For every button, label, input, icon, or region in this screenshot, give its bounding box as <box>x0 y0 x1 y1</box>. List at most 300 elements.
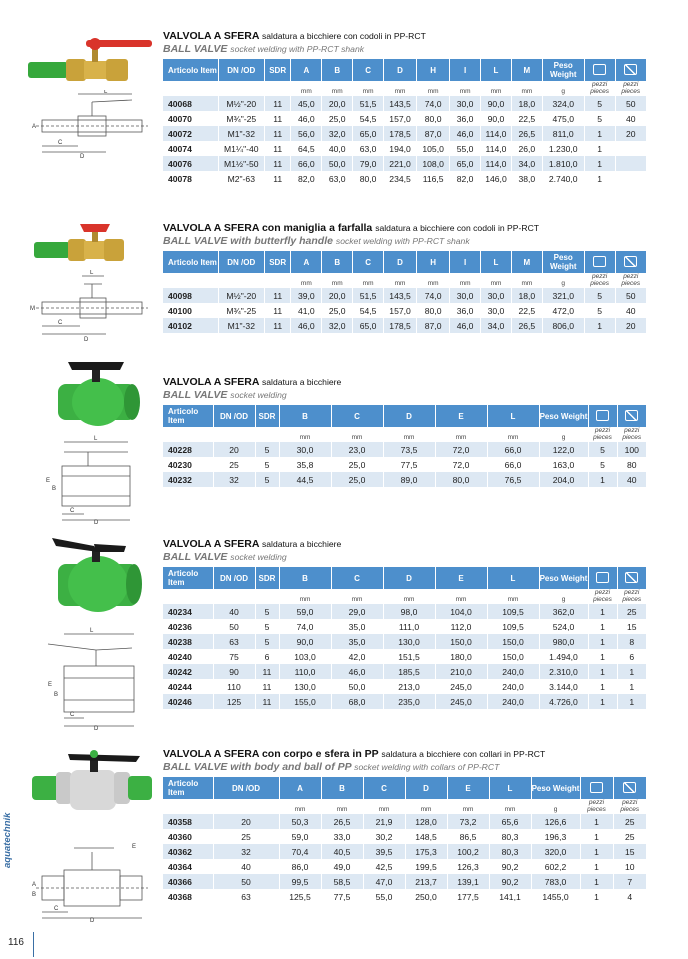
table-cell: 20,0 <box>322 96 353 111</box>
unit-label <box>264 81 290 96</box>
technical-drawing <box>28 626 156 730</box>
technical-drawing <box>28 270 156 342</box>
table-cell: 128,0 <box>405 814 447 829</box>
unit-label: g <box>542 81 584 96</box>
svg-text:C: C <box>70 508 75 514</box>
table-cell: 64,5 <box>291 141 322 156</box>
box-icon <box>596 572 609 583</box>
table-cell: 33,0 <box>321 829 363 844</box>
article-code: 40230 <box>163 457 213 472</box>
table-cell: 141,1 <box>489 889 531 904</box>
table-cell: 11 <box>255 679 279 694</box>
article-code: 40234 <box>163 604 213 619</box>
table-cell: 51,5 <box>353 96 384 111</box>
product-images <box>28 530 156 740</box>
units-row <box>163 799 646 814</box>
column-header: Peso Weight <box>542 59 584 81</box>
table-cell: 1 <box>584 156 615 171</box>
table-cell: 11 <box>264 318 290 333</box>
table-cell: 199,5 <box>405 859 447 874</box>
article-code: 40076 <box>163 156 218 171</box>
table-cell: 150,0 <box>487 649 539 664</box>
column-header: M <box>511 251 542 273</box>
unit-label: mm <box>417 273 450 288</box>
table-cell: 32,0 <box>322 126 353 141</box>
svg-text:A: A <box>32 882 37 888</box>
svg-text:C: C <box>54 906 59 912</box>
table-cell: 56,0 <box>291 126 322 141</box>
table-cell: 362,0 <box>539 604 588 619</box>
table-cell: 524,0 <box>539 619 588 634</box>
table-cell: 25 <box>613 829 646 844</box>
table-cell: 26,5 <box>511 126 542 141</box>
unit-label: mm <box>322 273 353 288</box>
table-cell: 35,0 <box>331 619 383 634</box>
table-cell: 86,0 <box>279 859 321 874</box>
svg-text:L: L <box>90 628 94 634</box>
table-cell: 41,0 <box>291 303 322 318</box>
table-cell: 34,0 <box>511 156 542 171</box>
table-cell: 114,0 <box>481 156 512 171</box>
column-header: C <box>363 777 405 799</box>
table-cell: 50,0 <box>322 156 353 171</box>
table-cell: 99,5 <box>279 874 321 889</box>
svg-text:E: E <box>46 478 51 484</box>
svg-text:C: C <box>58 320 63 326</box>
unit-label <box>163 81 218 96</box>
column-header: Articolo Item <box>163 777 213 799</box>
section-title-en: BALL VALVE socket welding with PP-RCT shank <box>163 43 365 55</box>
table-cell: 6 <box>617 649 646 664</box>
article-code: 40366 <box>163 874 213 889</box>
unit-label <box>163 427 213 442</box>
table-row <box>163 141 646 156</box>
table-cell: 175,3 <box>405 844 447 859</box>
unit-label: mm <box>353 81 384 96</box>
unit-label: mm <box>511 273 542 288</box>
table-cell: 109,5 <box>487 604 539 619</box>
unit-label: mm <box>383 427 435 442</box>
unit-label: mm <box>450 81 481 96</box>
dimensions-table <box>163 567 646 709</box>
table-cell: 1 <box>584 318 615 333</box>
table-cell: 980,0 <box>539 634 588 649</box>
table-cell: 40 <box>615 111 646 126</box>
table-cell: 2.740,0 <box>542 171 584 186</box>
table-row <box>163 472 646 487</box>
table-cell: 151,5 <box>383 649 435 664</box>
table-cell: 11 <box>264 171 290 186</box>
table-cell: 90,0 <box>279 634 331 649</box>
table-cell: 30,0 <box>279 442 331 457</box>
table-cell: 50 <box>213 619 255 634</box>
unit-label: g <box>542 273 584 288</box>
unit-label: mm <box>511 81 542 96</box>
unit-label: mm <box>405 799 447 814</box>
unit-label: g <box>539 427 588 442</box>
table-cell <box>615 171 646 186</box>
product-images <box>28 222 156 342</box>
column-header: Peso Weight <box>531 777 580 799</box>
table-cell: 1 <box>580 829 613 844</box>
table-cell: 77,5 <box>321 889 363 904</box>
table-cell: 111,0 <box>383 619 435 634</box>
table-cell: 30,0 <box>450 96 481 111</box>
unit-label: mm <box>383 589 435 604</box>
table-cell: 4.726,0 <box>539 694 588 709</box>
units-row <box>163 81 646 96</box>
table-cell: 58,5 <box>321 874 363 889</box>
table-cell: 51,5 <box>353 288 384 303</box>
svg-text:E: E <box>48 682 53 688</box>
svg-text:D: D <box>80 154 85 160</box>
table-cell: 74,0 <box>417 288 450 303</box>
table-cell: 90 <box>213 664 255 679</box>
table-cell: 602,2 <box>531 859 580 874</box>
box-icon <box>593 64 606 75</box>
unit-label: mm <box>331 427 383 442</box>
table-cell: 116,5 <box>417 171 450 186</box>
column-header: L <box>481 251 512 273</box>
package-icon <box>624 256 637 267</box>
table-row <box>163 844 646 859</box>
table-cell: 210,0 <box>435 664 487 679</box>
unit-label: mm <box>435 427 487 442</box>
table-cell: 26,5 <box>511 318 542 333</box>
table-cell: 32 <box>213 844 279 859</box>
table-cell: 47,0 <box>363 874 405 889</box>
table-row <box>163 859 646 874</box>
table-cell: 100 <box>617 442 646 457</box>
column-header: A <box>291 251 322 273</box>
table-cell: 54,5 <box>353 111 384 126</box>
unit-label: mm <box>447 799 489 814</box>
unit-label: mm <box>291 273 322 288</box>
unit-label: mm <box>321 799 363 814</box>
table-cell: 30,0 <box>481 303 512 318</box>
table-cell: 234,5 <box>384 171 417 186</box>
table-cell: 103,0 <box>279 649 331 664</box>
table-cell: 150,0 <box>487 634 539 649</box>
table-cell: 163,0 <box>539 457 588 472</box>
table-cell: 36,0 <box>450 303 481 318</box>
table-cell: 11 <box>264 96 290 111</box>
unit-label <box>255 589 279 604</box>
unit-label: mm <box>279 589 331 604</box>
table-header-row <box>163 777 646 799</box>
package-icon <box>615 251 646 273</box>
table-cell: 82,0 <box>291 171 322 186</box>
table-cell: 20 <box>213 442 255 457</box>
table-cell: 157,0 <box>384 111 417 126</box>
article-code: 40102 <box>163 318 218 333</box>
article-code: 40078 <box>163 171 218 186</box>
table-cell: 74,0 <box>417 96 450 111</box>
table-cell: 63,0 <box>322 171 353 186</box>
table-cell: 5 <box>255 604 279 619</box>
table-cell: 66,0 <box>291 156 322 171</box>
unit-label: mm <box>331 589 383 604</box>
table-cell: 125 <box>213 694 255 709</box>
table-cell: 5 <box>255 619 279 634</box>
column-header: B <box>279 405 331 427</box>
unit-label <box>255 427 279 442</box>
table-cell: 65,0 <box>353 126 384 141</box>
table-cell: 1 <box>588 679 617 694</box>
table-cell: 98,0 <box>383 604 435 619</box>
table-cell: 130,0 <box>383 634 435 649</box>
table-cell: 70,4 <box>279 844 321 859</box>
technical-drawing <box>28 432 156 524</box>
column-header: L <box>481 59 512 81</box>
article-code: 40072 <box>163 126 218 141</box>
dimensions-table <box>163 777 646 904</box>
table-cell: 77,5 <box>383 457 435 472</box>
dimensions-table <box>163 405 646 487</box>
table-row <box>163 619 646 634</box>
table-cell: 44,5 <box>279 472 331 487</box>
valve-photo <box>28 356 156 430</box>
table-cell: 5 <box>584 96 615 111</box>
table-cell: 185,5 <box>383 664 435 679</box>
table-cell: 11 <box>255 664 279 679</box>
product-images <box>28 30 156 210</box>
table-cell: 21,9 <box>363 814 405 829</box>
table-cell: 7 <box>613 874 646 889</box>
table-cell: 75 <box>213 649 255 664</box>
table-cell: 46,0 <box>291 318 322 333</box>
table-cell: 30,2 <box>363 829 405 844</box>
table-cell: 38,0 <box>511 171 542 186</box>
table-cell: 196,3 <box>531 829 580 844</box>
section-title-it: VALVOLA A SFERA saldatura a bicchiere con codoli in PP-RCT <box>163 30 426 42</box>
unit-label: pezzi pieces <box>580 799 613 814</box>
table-cell: 100,2 <box>447 844 489 859</box>
svg-text:D: D <box>90 918 95 922</box>
unit-label: pezzi pieces <box>584 81 615 96</box>
table-row <box>163 303 646 318</box>
table-cell: 39,0 <box>291 288 322 303</box>
package-icon <box>613 777 646 799</box>
table-cell: 240,0 <box>487 664 539 679</box>
table-cell: 1 <box>584 141 615 156</box>
table-cell: 18,0 <box>511 96 542 111</box>
svg-text:L: L <box>94 436 98 442</box>
dimensions-table <box>163 251 646 333</box>
table-cell: 157,0 <box>384 303 417 318</box>
brand-logo: aquatechnik <box>2 812 13 868</box>
table-row <box>163 156 646 171</box>
svg-text:A: A <box>32 124 37 130</box>
technical-drawing <box>28 838 156 922</box>
table-cell: 122,0 <box>539 442 588 457</box>
unit-label: mm <box>489 799 531 814</box>
column-header: SDR <box>264 59 290 81</box>
table-row <box>163 874 646 889</box>
column-header: DN /OD <box>213 567 255 589</box>
table-cell: 20,0 <box>322 288 353 303</box>
column-header: B <box>322 59 353 81</box>
article-code: 40244 <box>163 679 213 694</box>
table-cell: 80,0 <box>435 472 487 487</box>
section-title-it: VALVOLA A SFERA saldatura a bicchiere <box>163 538 342 550</box>
column-header: A <box>279 777 321 799</box>
article-code: 40074 <box>163 141 218 156</box>
table-cell: 36,0 <box>450 111 481 126</box>
table-cell: 811,0 <box>542 126 584 141</box>
table-cell: 194,0 <box>384 141 417 156</box>
article-code: 40228 <box>163 442 213 457</box>
column-header: L <box>487 405 539 427</box>
table-cell: 8 <box>617 634 646 649</box>
table-cell: M1"-32 <box>218 318 264 333</box>
table-row <box>163 664 646 679</box>
unit-label: mm <box>435 589 487 604</box>
table-cell: 3.144,0 <box>539 679 588 694</box>
table-cell: 1 <box>580 859 613 874</box>
table-cell: 10 <box>613 859 646 874</box>
table-row <box>163 604 646 619</box>
table-cell: 50 <box>213 874 279 889</box>
table-row <box>163 442 646 457</box>
table-cell: 11 <box>264 303 290 318</box>
table-cell: 73,5 <box>383 442 435 457</box>
svg-text:L: L <box>104 90 108 95</box>
column-header: L <box>487 567 539 589</box>
table-cell: 25,0 <box>322 111 353 126</box>
table-cell: 204,0 <box>539 472 588 487</box>
table-cell: 46,0 <box>291 111 322 126</box>
table-cell: 1.494,0 <box>539 649 588 664</box>
table-cell: 155,0 <box>279 694 331 709</box>
table-cell: 1 <box>588 619 617 634</box>
table-cell: 2.310,0 <box>539 664 588 679</box>
package-icon <box>623 782 636 793</box>
table-cell: 126,3 <box>447 859 489 874</box>
table-cell: 110,0 <box>279 664 331 679</box>
column-header: E <box>447 777 489 799</box>
product-images <box>28 356 156 526</box>
table-cell: 65,0 <box>450 156 481 171</box>
table-row <box>163 171 646 186</box>
unit-label: pezzi pieces <box>584 273 615 288</box>
unit-label <box>163 799 213 814</box>
valve-photo <box>28 532 156 616</box>
table-cell: 139,1 <box>447 874 489 889</box>
table-cell: 235,0 <box>383 694 435 709</box>
article-code: 40098 <box>163 288 218 303</box>
table-cell: 1 <box>588 634 617 649</box>
table-cell: 114,0 <box>481 141 512 156</box>
table-cell: 1 <box>580 844 613 859</box>
svg-text:D: D <box>94 726 99 730</box>
box-icon <box>590 782 603 793</box>
column-header: C <box>353 251 384 273</box>
table-cell: 1 <box>584 126 615 141</box>
table-row <box>163 649 646 664</box>
table-cell: 324,0 <box>542 96 584 111</box>
column-header: M <box>511 59 542 81</box>
article-code: 40364 <box>163 859 213 874</box>
svg-text:C: C <box>70 712 75 718</box>
column-header: DN /OD <box>213 777 279 799</box>
table-cell: 1 <box>580 814 613 829</box>
table-cell: 104,0 <box>435 604 487 619</box>
column-header: D <box>384 251 417 273</box>
table-cell: 73,2 <box>447 814 489 829</box>
table-cell: M1"-32 <box>218 126 264 141</box>
table-cell: 63,0 <box>353 141 384 156</box>
table-cell: 65,6 <box>489 814 531 829</box>
table-cell: 178,5 <box>384 318 417 333</box>
table-row <box>163 111 646 126</box>
table-cell: 213,7 <box>405 874 447 889</box>
unit-label: mm <box>450 273 481 288</box>
unit-label: mm <box>353 273 384 288</box>
table-cell <box>615 156 646 171</box>
table-cell: 55,0 <box>450 141 481 156</box>
table-cell: 245,0 <box>435 694 487 709</box>
package-icon <box>625 410 638 421</box>
package-icon <box>624 64 637 75</box>
table-cell: 11 <box>264 126 290 141</box>
table-cell: 50,0 <box>331 679 383 694</box>
table-cell: 65,0 <box>353 318 384 333</box>
valve-photo <box>28 34 156 84</box>
column-header: DN /OD <box>218 251 264 273</box>
box-icon <box>588 405 617 427</box>
section-title-en: BALL VALVE socket welding <box>163 389 287 401</box>
package-icon <box>615 59 646 81</box>
table-cell: M½"-20 <box>218 96 264 111</box>
article-code: 40362 <box>163 844 213 859</box>
table-cell: 46,0 <box>450 126 481 141</box>
unit-label <box>213 589 255 604</box>
unit-label: mm <box>322 81 353 96</box>
svg-text:E: E <box>132 844 137 850</box>
table-header-row <box>163 59 646 81</box>
column-header: SDR <box>255 405 279 427</box>
column-header: C <box>353 59 384 81</box>
table-cell: 11 <box>264 141 290 156</box>
table-cell: 30,0 <box>450 288 481 303</box>
column-header: D <box>383 567 435 589</box>
table-cell: 1 <box>584 171 615 186</box>
table-row <box>163 318 646 333</box>
table-cell: M½"-20 <box>218 288 264 303</box>
table-cell: 42,5 <box>363 859 405 874</box>
section-title-en: BALL VALVE with body and ball of PP socket welding with collars of PP-RCT <box>163 761 500 773</box>
unit-label <box>218 81 264 96</box>
table-cell: 39,5 <box>363 844 405 859</box>
svg-text:C: C <box>58 140 63 146</box>
table-cell: 32,0 <box>322 318 353 333</box>
table-cell: M¾"-25 <box>218 111 264 126</box>
table-cell: 80,3 <box>489 829 531 844</box>
article-code: 40358 <box>163 814 213 829</box>
table-cell: 25,0 <box>331 457 383 472</box>
article-code: 40236 <box>163 619 213 634</box>
unit-label: g <box>539 589 588 604</box>
table-cell: 18,0 <box>511 288 542 303</box>
column-header: SDR <box>264 251 290 273</box>
table-row <box>163 634 646 649</box>
table-cell: 1 <box>580 889 613 904</box>
table-cell: 5 <box>584 288 615 303</box>
box-icon <box>588 567 617 589</box>
table-cell: 1 <box>580 874 613 889</box>
svg-text:B: B <box>54 692 59 698</box>
